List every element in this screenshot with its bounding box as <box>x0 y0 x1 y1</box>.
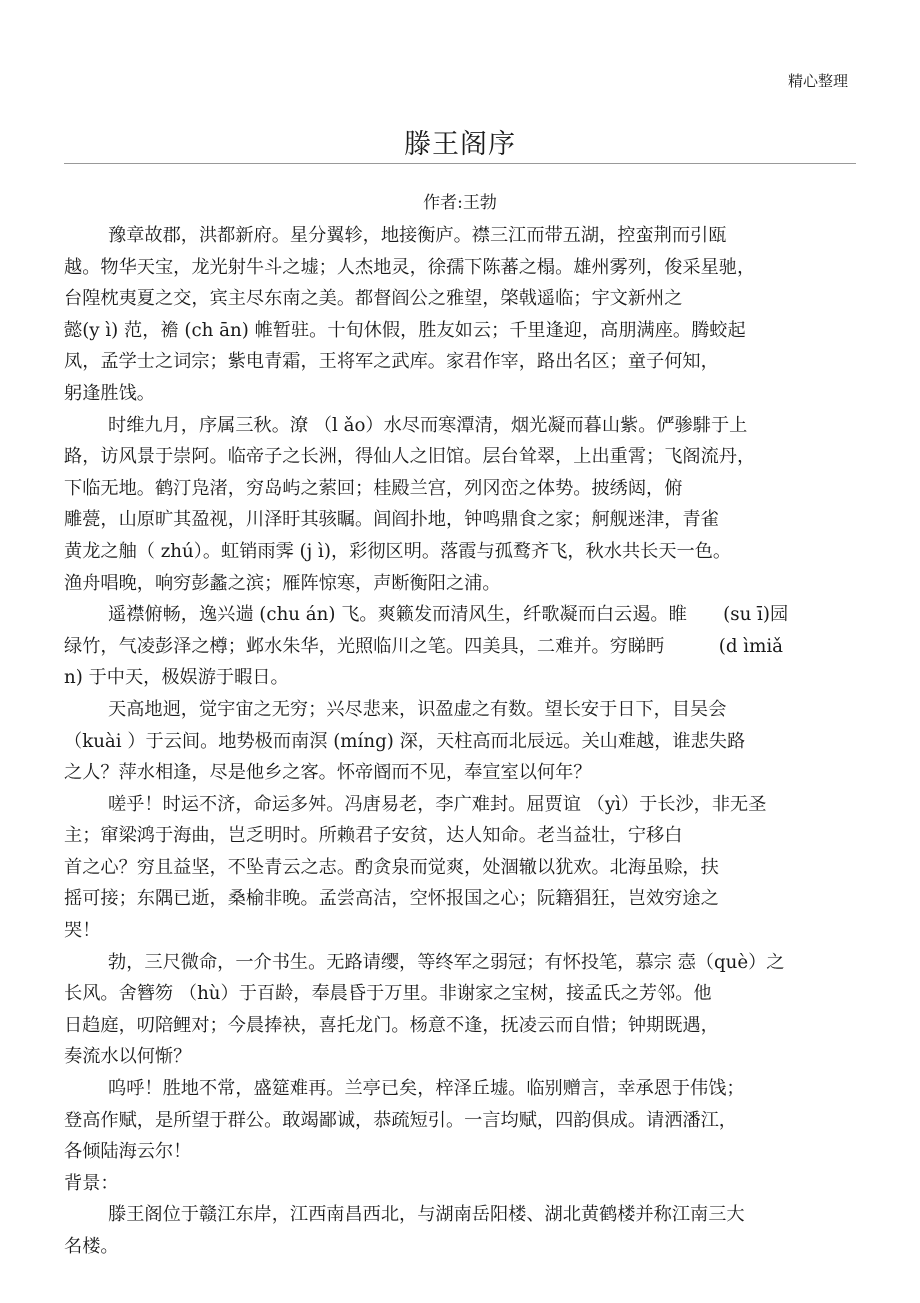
paragraph <box>64 220 864 410</box>
text-line: （kuài ）于云间。地势极而南溟 (míng) 深，天柱高而北辰远。关山难越，谁悲失路 <box>64 730 746 752</box>
text-line: 奏流水以何惭？ <box>64 1046 192 1068</box>
text-line: 名楼。 <box>64 1236 119 1257</box>
text-line: 之人？萍水相逢，尽是他乡之客。怀帝阍而不见，奉宣室以何年？ <box>64 762 592 784</box>
text-line: 呜呼！胜地不常，盛筵难再。兰亭已矣，梓泽丘墟。临别赠言，幸承恩于伟饯； <box>108 1078 745 1100</box>
header-note: 精心整理 <box>787 72 848 90</box>
text-line: 嗟乎！时运不济，命运多舛。冯唐易老，李广难封。屈贾谊 （yì）于长沙，非无圣 <box>108 793 767 815</box>
text-line: 日趋庭，叨陪鲤对；今晨捧袂，喜托龙门。杨意不逢，抚凌云而自惜；钟期既遇， <box>64 1014 719 1036</box>
paragraph <box>64 599 864 694</box>
text-line: 豫章故郡，洪都新府。星分翼轸，地接衡庐。襟三江而带五湖，控蛮荆而引瓯 <box>108 225 727 246</box>
text-line: 首之心？穷且益坚，不坠青云之志。酌贪泉而觉爽，处涸辙以犹欢。北海虽赊，扶 <box>64 856 719 878</box>
text-line: 渔舟唱晚，响穷彭蠡之滨；雁阵惊寒，声断衡阳之浦。 <box>64 572 501 594</box>
text-line: 路，访风景于崇阿。临帝子之长洲，得仙人之旧馆。层台耸翠，上出重霄；飞阁流丹， <box>64 446 756 468</box>
text-line: 雕甍，山原旷其盈视，川泽盱其骇瞩。闾阎扑地，钟鸣鼎食之家；舸舰迷津，青雀 <box>64 509 719 531</box>
document-body <box>64 220 864 1263</box>
text-line: n) 于中天，极娱游于暇日。 <box>64 667 289 689</box>
text-line: 登高作赋，是所望于群公。敢竭鄙诚，恭疏短引。一言均赋，四韵俱成。请洒潘江， <box>64 1109 737 1131</box>
author-line: 作者:王勃 <box>423 193 497 213</box>
paragraph <box>64 694 864 789</box>
paragraph <box>64 410 864 600</box>
title-divider <box>64 163 856 164</box>
text-line: 凤，孟学士之词宗；紫电青霜，王将军之武库。家君作宰，路出名区；童子何知， <box>64 351 719 373</box>
text-line: 下临无地。鹤汀凫渚，穷岛屿之萦回；桂殿兰宫，列冈峦之体势。披绣闼，俯 <box>64 477 683 499</box>
text-line: 滕王阁位于赣江东岸，江西南昌西北，与湖南岳阳楼、湖北黄鹤楼并称江南三大 <box>108 1204 745 1226</box>
text-line: 遥襟俯畅，逸兴遄 (chu án) 飞。爽籁发而清风生，纤歌凝而白云遏。睢 (su ī)园 <box>108 604 789 626</box>
text-line: 懿(y ì) 范，襜 (ch ān) 帷暂驻。十旬休假，胜友如云；千里逢迎，高朋满座。腾蛟起 <box>64 319 746 341</box>
text-line: 天高地迥，觉宇宙之无穷；兴尽悲来，识盈虚之有数。望长安于日下，目吴会 <box>108 698 727 720</box>
text-line: 主；窜梁鸿于海曲，岂乏明时。所赖君子安贫，达人知命。老当益壮，宁移白 <box>64 825 683 847</box>
text-line: 绿竹，气凌彭泽之樽；邺水朱华，光照临川之笔。四美具，二难并。穷睇眄 (d ìmiǎ <box>64 635 783 657</box>
text-line: 躬逢胜饯。 <box>64 382 155 404</box>
text-line: 黄龙之舳（ zhú）。虹销雨霁 (j ì)，彩彻区明。落霞与孤鹜齐飞，秋水共长天一色。 <box>64 540 732 562</box>
text-line: 哭！ <box>64 920 101 942</box>
background-paragraph <box>64 1199 864 1262</box>
text-line: 时维九月，序属三秋。潦 （l ǎo）水尽而寒潭清，烟光凝而暮山紫。俨骖騑于上 <box>108 414 748 436</box>
paragraph <box>64 947 864 1073</box>
background-label: 背景： <box>64 1172 119 1194</box>
page-title: 滕王阁序 <box>404 129 516 160</box>
text-line: 各倾陆海云尔！ <box>64 1141 192 1163</box>
text-line: 摇可接；东隅已逝，桑榆非晚。孟尝高洁，空怀报国之心；阮籍猖狂，岂效穷途之 <box>64 888 719 910</box>
text-line: 台隍枕夷夏之交，宾主尽东南之美。都督阎公之雅望，棨戟遥临；宇文新州之 <box>64 288 683 310</box>
text-line: 越。物华天宝，龙光射牛斗之墟；人杰地灵，徐孺下陈蕃之榻。雄州雾列，俊采星驰， <box>64 256 756 278</box>
paragraph <box>64 1073 864 1168</box>
paragraph <box>64 789 864 947</box>
text-line: 长风。舍簪笏 （hù）于百龄，奉晨昏于万里。非谢家之宝树，接孟氏之芳邻。他 <box>64 983 712 1005</box>
text-line: 勃，三尺微命，一介书生。无路请缨，等终军之弱冠；有怀投笔，慕宗 悫（què）之 <box>108 951 785 973</box>
